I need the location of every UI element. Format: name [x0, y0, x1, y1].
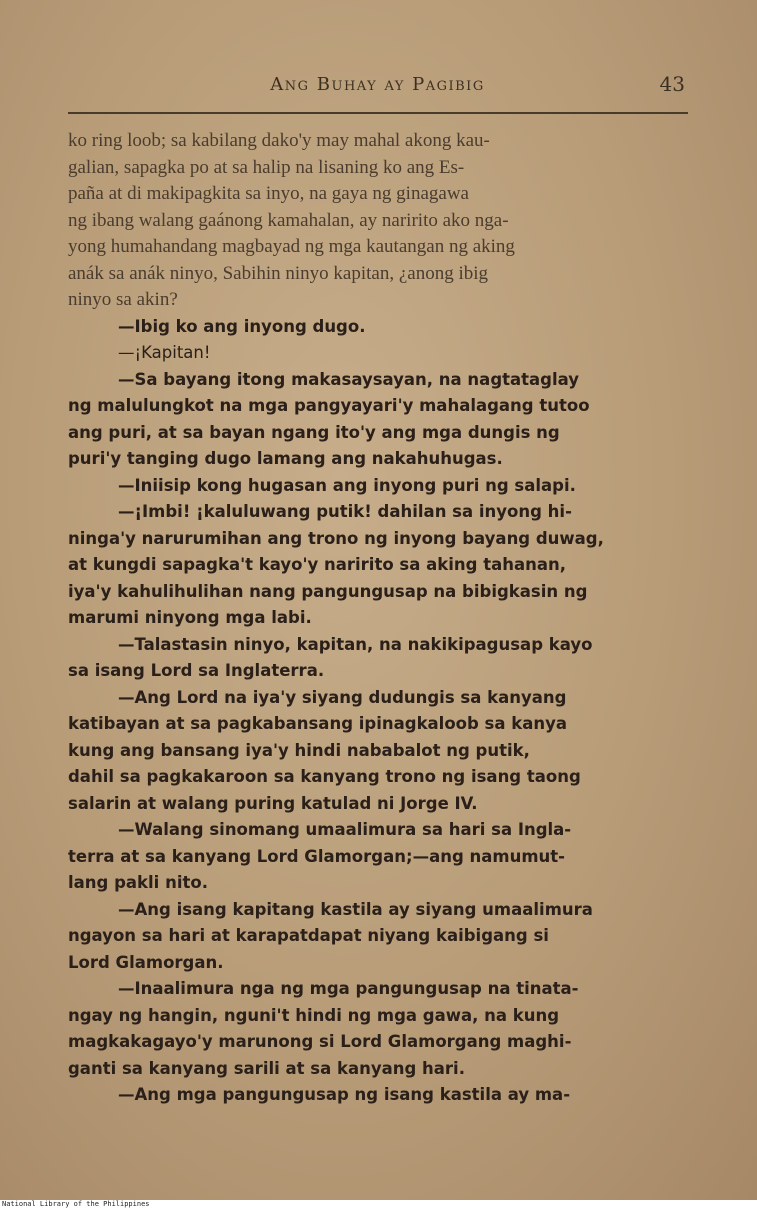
text-line: at kungdi sapagka't kayo'y naririto sa aking tahanan,	[68, 555, 566, 574]
paragraph	[68, 632, 688, 685]
text-line: ng malulungkot na mga pangyayari'y mahalagang tutoo	[68, 396, 590, 415]
text-line: ko ring loob; sa kabilang dako'y may mahal akong kau-	[68, 130, 490, 151]
scan-credit: National Library of the Philippines	[2, 1200, 150, 1208]
text-line: —Inaalimura nga ng mga pangungusap na tinata-	[118, 979, 579, 998]
text-line: —¡Imbi! ¡kaluluwang putik! dahilan sa inyong hi-	[118, 502, 572, 521]
paragraph	[68, 499, 688, 632]
text-line: dahil sa pagkakaroon sa kanyang trono ng isang taong	[68, 767, 581, 786]
text-line: kung ang bansang iya'y hindi nababalot ng putik,	[68, 740, 530, 760]
text-line: ninga'y narurumihan ang trono ng inyong bayang duwag,	[68, 528, 604, 548]
page-body	[68, 128, 688, 1109]
text-line: —Talastasin ninyo, kapitan, na nakikipagusap kayo	[118, 634, 593, 654]
page-number: 43	[659, 72, 685, 96]
paragraph	[68, 976, 688, 1082]
paragraph	[68, 340, 688, 367]
text-line: ganti sa kanyang sarili at sa kanyang hari.	[68, 1058, 465, 1078]
text-line: ngayon sa hari at karapatdapat niyang kaibigang si	[68, 926, 549, 945]
running-title: Ang Buhay ay Pagibig	[270, 74, 485, 95]
text-line: —Iniisip kong hugasan ang inyong puri ng salapi.	[118, 475, 576, 495]
text-line: yong humahandang magbayad ng mga kautangan ng aking	[68, 236, 515, 257]
text-line: anák sa anák ninyo, Sabihin ninyo kapitan, ¿anong ibig	[68, 262, 489, 284]
text-line: paña at di makipagkita sa inyo, na gaya ng ginagawa	[68, 183, 469, 204]
text-line: ninyo sa akin?	[68, 289, 178, 310]
paragraph	[68, 1082, 688, 1109]
text-line: marumi ninyong mga labi.	[68, 608, 312, 627]
paragraph	[68, 367, 688, 473]
text-line: galian, sapagka po at sa halip na lisaning ko ang Es-	[68, 156, 465, 178]
text-line: —Ang mga pangungusap ng isang kastila ay ma-	[118, 1085, 571, 1104]
text-line: —Sa bayang itong makasaysayan, na nagtataglay	[118, 369, 580, 389]
text-line: terra at sa kanyang Lord Glamorgan;—ang namumut-	[68, 846, 566, 866]
text-line: —Ang isang kapitang kastila ay siyang umaalimura	[118, 899, 593, 919]
paragraph	[68, 685, 688, 818]
paragraph	[68, 314, 688, 341]
header-rule	[68, 112, 688, 114]
text-line: —¡Kapitan!	[118, 343, 211, 362]
text-line: —Ang Lord na iya'y siyang dudungis sa kanyang	[118, 687, 567, 707]
text-line: puri'y tanging dugo lamang ang nakahuhugas.	[68, 449, 503, 468]
text-line: magkakagayo'y marunong si Lord Glamorgang maghi-	[68, 1032, 572, 1051]
text-line: salarin at walang puring katulad ni Jorge IV.	[68, 793, 478, 813]
page-header	[70, 74, 685, 104]
text-line: —Walang sinomang umaalimura sa hari sa Ingla-	[118, 820, 572, 839]
paragraph	[68, 817, 688, 897]
paragraph	[68, 128, 688, 314]
text-line: Lord Glamorgan.	[68, 952, 224, 972]
text-line: sa isang Lord sa Inglaterra.	[68, 661, 325, 680]
paragraph	[68, 897, 688, 977]
text-line: iya'y kahulihulihan nang pangungusap na bibigkasin ng	[68, 581, 588, 601]
text-line: —Ibig ko ang inyong dugo.	[118, 316, 366, 336]
text-line: ng ibang walang gaánong kamahalan, ay naririto ako nga-	[68, 209, 509, 231]
text-line: lang pakli nito.	[68, 873, 208, 892]
text-line: katibayan at sa pagkabansang ipinagkaloob sa kanya	[68, 714, 567, 733]
text-line: ang puri, at sa bayan ngang ito'y ang mga dungis ng	[68, 422, 560, 442]
paragraph	[68, 473, 688, 500]
text-line: ngay ng hangin, nguni't hindi ng mga gawa, na kung	[68, 1005, 560, 1025]
